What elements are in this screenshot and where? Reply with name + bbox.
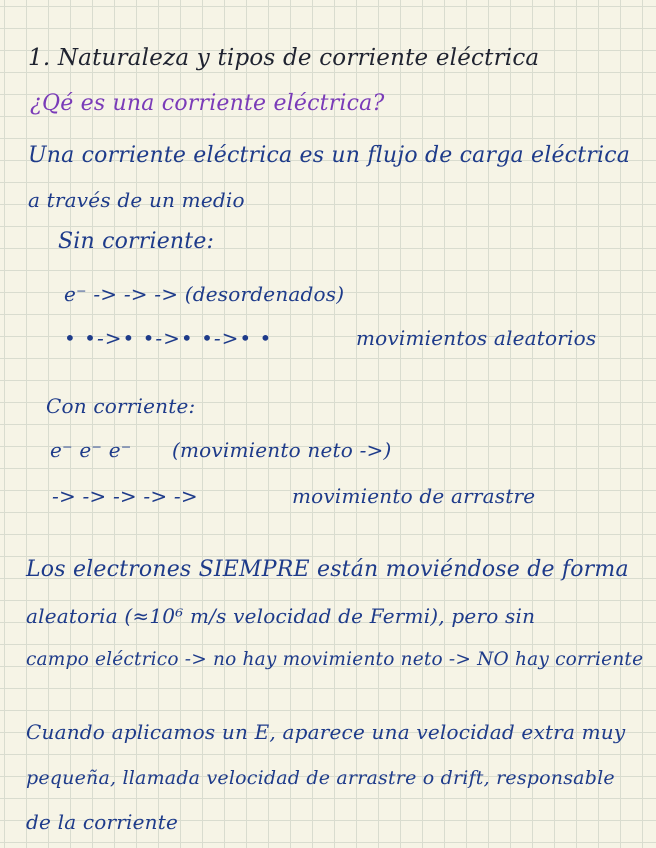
- electrons-row: e⁻ e⁻ e⁻: [50, 438, 132, 462]
- paragraph-1-line-2: aleatoria (≈10⁶ m/s velocidad de Fermi), pero sin: [26, 604, 536, 628]
- paragraph-2-line-3: de la corriente: [26, 810, 179, 834]
- random-motion-arrows: • •->• •->• •->• •: [64, 326, 273, 350]
- definition-line-1: Una corriente eléctrica es un flujo de carga eléctrica: [28, 143, 631, 168]
- random-motion-label: movimientos aleatorios: [356, 326, 597, 350]
- sin-corriente-electron-line: e⁻ -> -> -> (desordenados): [64, 282, 345, 306]
- paragraph-2-line-1: Cuando aplicamos un E, aparece una velocidad extra muy: [26, 720, 626, 744]
- paragraph-1-line-3: campo eléctrico -> no hay movimiento neto -> NO hay corriente: [26, 649, 644, 670]
- paragraph-1-line-1: Los electrones SIEMPRE están moviéndose de forma: [26, 557, 629, 582]
- drift-arrows: -> -> -> -> ->: [52, 484, 198, 508]
- question-line: ¿Qé es una corriente eléctrica?: [30, 91, 385, 116]
- definition-line-2: a través de un medio: [28, 188, 245, 212]
- net-motion-label: (movimiento neto ->): [172, 438, 392, 462]
- note-title: 1. Naturaleza y tipos de corriente eléctrica: [28, 45, 540, 71]
- drift-label: movimiento de arrastre: [292, 484, 536, 508]
- con-corriente-heading: Con corriente:: [46, 394, 196, 418]
- sin-corriente-heading: Sin corriente:: [58, 229, 215, 254]
- paragraph-2-line-2: pequeña, llamada velocidad de arrastre o drift, responsable: [26, 767, 615, 789]
